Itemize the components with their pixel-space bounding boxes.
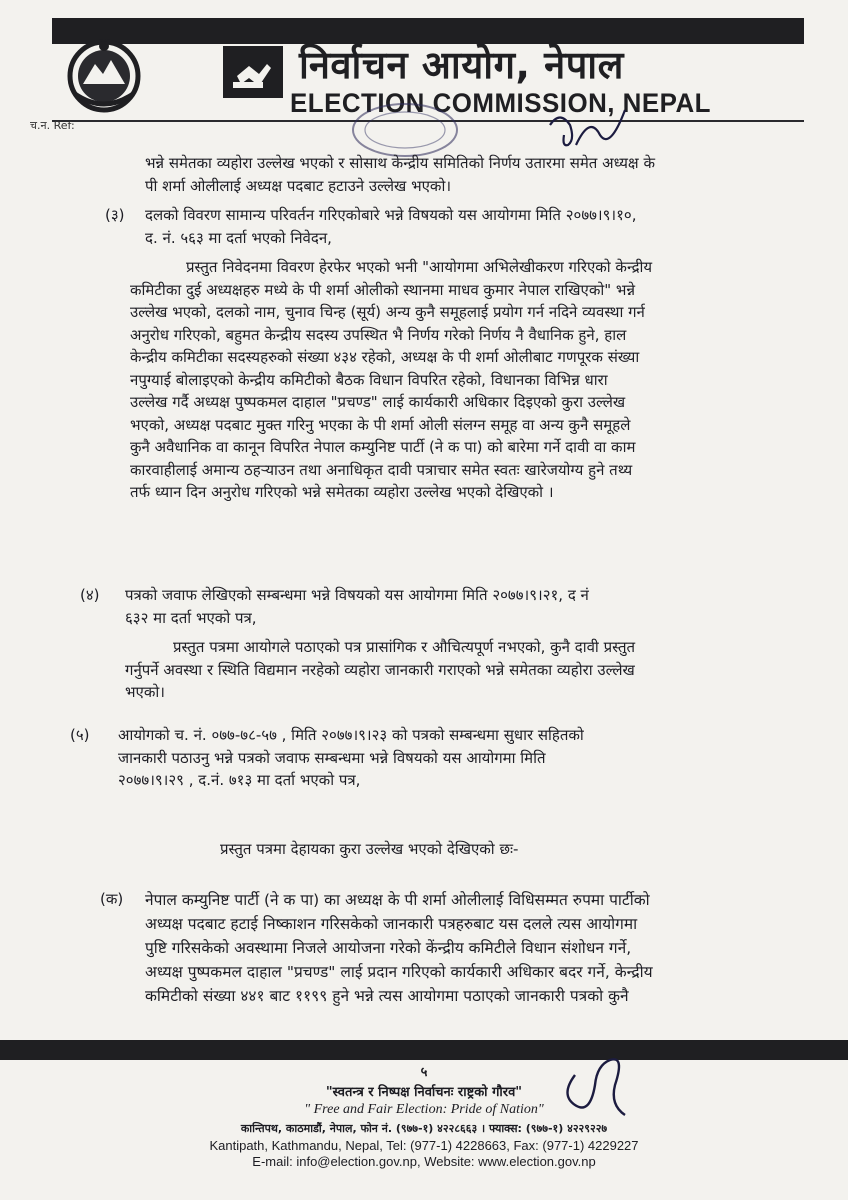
text-line: कमिटीका दुई अध्यक्षहरु मध्ये के पी शर्मा ओलीको स्थानमा माधव कुमार नेपाल राखिएको" भन्ने	[130, 280, 636, 299]
section-4-body	[125, 636, 635, 704]
sub-ka-body	[145, 888, 653, 1008]
text-line: २०७७।९।२९ , द.नं. ७१३ मा दर्ता भएको पत्र,	[118, 771, 361, 789]
text-line: प्रस्तुत पत्रमा आयोगले पठाएको पत्र प्रासांगिक र औचित्यपूर्ण नभएको, कुनै दावी प्रस्तुत	[173, 638, 636, 656]
text-line: उल्लेख भएको, दलको नाम, चुनाव चिन्ह (सूर्य) अन्य कुनै समूहलाई प्रयोग गर्न नदिने व्यवस्था गर्न	[130, 303, 645, 321]
text-line: कमिटीको संख्या ४४१ बाट ११९९ हुने भन्ने त्यस आयोगमा पठाएको जानकारी पत्रको कुनै	[145, 987, 629, 1005]
reference-label: च.न. Ref:	[30, 119, 75, 132]
nepal-emblem-icon	[61, 34, 147, 114]
text-line: दलको विवरण सामान्य परिवर्तन गरिएकोबारे भन्ने विषयको यस आयोगमा मिति २०७७।९।१०,	[145, 206, 637, 224]
text-line: आयोगको च. नं. ०७७-७८-५७ , मिति २०७७।९।२३ को पत्रको सम्बन्धमा सुधार सहितको	[118, 726, 584, 744]
section-3-body	[130, 256, 652, 504]
text-line: पत्रको जवाफ लेखिएको सम्बन्धमा भन्ने विषयको यस आयोगमा मिति २०७७।९।२१, द नं	[125, 586, 589, 604]
text-line: कारवाहीलाई अमान्य ठहऱ्याउन तथा अनाधिकृत दावी पत्राचार समेत स्वतः खारेजयोग्य हुने तथ्य	[130, 460, 633, 479]
text-line: जानकारी पठाउनु भन्ने पत्रको जवाफ सम्बन्धमा भन्ने विषयको यस आयोगमा मिति	[118, 748, 546, 767]
motto-english: " Free and Fair Election: Pride of Nation"	[304, 1102, 544, 1117]
title-nepali: निर्वाचन आयोग, नेपाल	[299, 43, 624, 87]
text-line: अनुरोध गरिएको, बहुमत केन्द्रीय सदस्य उपस्थित भै निर्णय गरेको निर्णय नै वैधानिक हुने, हाल	[130, 325, 627, 344]
letter-footer	[0, 1062, 848, 1169]
text-line: द. नं. ५६३ मा दर्ता भएको निवेदन,	[145, 228, 332, 247]
intro-paragraph	[145, 152, 655, 197]
text-line: गर्नुपर्ने अवस्था र स्थिति विद्यमान नरहेको व्यहोरा जानकारी गराएको भन्ने समेतका व्यहोरा उल्लेख	[125, 660, 635, 679]
section-4-heading	[125, 584, 589, 629]
contact-info: E-mail: info@election.gov.np, Website: www.election.gov.np	[252, 1154, 596, 1169]
text-line: प्रस्तुत पत्रमा देहायका कुरा उल्लेख भएको देखिएको छः-	[220, 840, 519, 858]
motto-nepali: "स्वतन्त्र र निष्पक्ष निर्वाचनः राष्ट्रको गौरव"	[325, 1085, 523, 1100]
text-line: प्रस्तुत निवेदनमा विवरण हेरफेर भएको भनी "आयोगमा अभिलेखीकरण गरिएको केन्द्रीय	[186, 258, 653, 276]
text-line: भन्ने समेतका व्यहोरा उल्लेख भएको र सोसाथ केन्द्रीय समितिको निर्णय उतारमा समेत अध्यक्ष के	[145, 154, 655, 172]
text-line: अध्यक्ष पुष्पकमल दाहाल "प्रचण्ड" लाई प्रदान गरिएको कार्यकारी अधिकार बदर गर्ने, केन्द्रीय	[145, 963, 653, 981]
section-5-number: (५)	[70, 726, 90, 744]
title-english: ELECTION COMMISSION, NEPAL	[290, 88, 711, 118]
text-line: पी शर्मा ओलीलाई अध्यक्ष पदबाट हटाउने उल्लेख भएको।	[145, 176, 452, 195]
text-line: नपुग्याई बोलाइएको केन्द्रीय कमिटीको बैठक विधान विपरित रहेको, विधानका विभिन्न धारा	[130, 370, 608, 389]
text-line: भएको।	[125, 683, 165, 701]
text-line: कुनै अवैधानिक वा कानून विपरित नेपाल कम्युनिष्ट पार्टी (ने क पा) को बारेमा गर्ने दावी वा काम	[130, 438, 636, 456]
section-5-heading	[118, 724, 584, 792]
address-english: Kantipath, Kathmandu, Nepal, Tel: (977-1) 4228663, Fax: (977-1) 4229227	[209, 1138, 639, 1153]
text-line: पुष्टि गरिसकेको अवस्थामा निजले आयोजना गरेको केंन्द्रीय कमिटीले विधान संशोधन गर्ने,	[145, 939, 632, 957]
section-3-heading	[145, 204, 636, 249]
page-number: ५	[420, 1065, 428, 1080]
text-line: तर्फ ध्यान दिन अनुरोध गरिएको भन्ने समेतका व्यहोरा उल्लेख भएको देखिएको ।	[130, 483, 554, 501]
text-line: अध्यक्ष पदबाट हटाई निष्काशन गरिसकेको जानकारी पत्रहरुबाट यस दलले त्यस आयोगमा	[145, 915, 638, 933]
address-nepali: कान्तिपथ, काठमाडौं, नेपाल, फोन नं. (९७७-१) ४२२८६६३ । फ्याक्स: (९७७-१) ४२२९२२७	[240, 1122, 608, 1135]
sub-ka-number: (क)	[100, 890, 124, 908]
text-line: भएको, अध्यक्ष पदबाट मुक्त गरिनु भएका के पी शर्मा ओली संलग्न समूह वा अन्य कुनै समूहले	[130, 415, 631, 434]
text-line: ६३२ मा दर्ता भएको पत्र,	[125, 608, 257, 627]
text-line: नेपाल कम्युनिष्ट पार्टी (ने क पा) का अध्यक्ष के पी शर्मा ओलीलाई विधिसम्मत रुपमा पार्टीको	[145, 891, 650, 909]
section-3-number: (३)	[105, 206, 125, 224]
section-4-number: (४)	[80, 586, 100, 604]
footer-bar	[0, 1040, 848, 1060]
text-line: केन्द्रीय कमिटीका सदस्यहरुको संख्या ४३४ रहेको, अध्यक्ष के पी शर्मा ओलीबाट गणपूरक संख्या	[130, 348, 640, 366]
text-line: उल्लेख गर्दै अध्यक्ष पुष्पकमल दाहाल "प्रचण्ड" लाई कार्यकारी अधिकार दिइएको कुरा उल्लेख	[130, 393, 626, 411]
section-5-intro	[220, 838, 518, 861]
ballot-logo-icon	[223, 46, 283, 98]
